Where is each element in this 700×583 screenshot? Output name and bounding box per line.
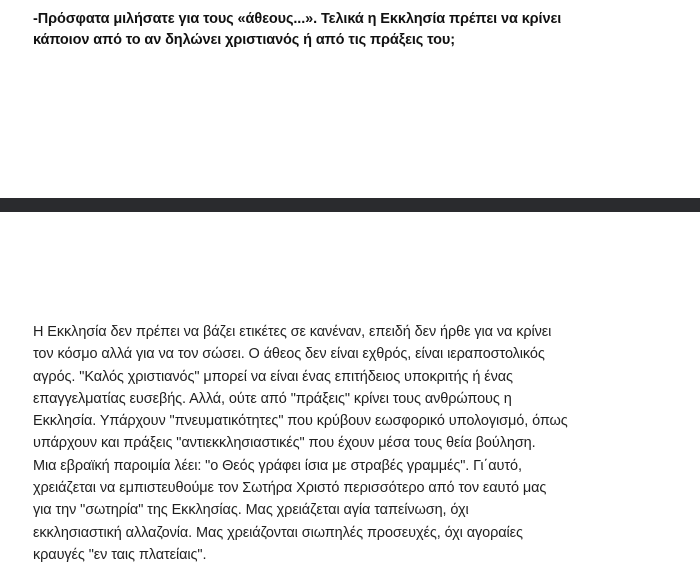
answer-line: χρειάζεται να εμπιστευθούμε τον Σωτήρα Χριστό περισσότερο από τον εαυτό μας	[33, 480, 547, 497]
answer-line: αγρός. "Καλός χριστιανός" μπορεί να είναι ένας επιτήδειος υποκριτής ή ένας	[33, 368, 513, 385]
question-line: κάποιον από το αν δηλώνει χριστιανός ή από τις πράξεις του;	[33, 32, 455, 48]
section-divider	[0, 198, 700, 212]
question-line: -Πρόσφατα μιλήσατε για τους «άθεους...». Τελικά η Εκκλησία πρέπει να κρίνει	[33, 11, 562, 27]
interview-answer	[33, 321, 683, 566]
answer-line: εκκλησιαστική αλλαζονία. Μας χρειάζονται σιωπηλές προσευχές, όχι αγοραίες	[33, 524, 523, 541]
answer-line: κραυγές "εν ταις πλατείαις".	[33, 546, 207, 563]
answer-line: υπάρχουν και πράξεις "αντιεκκλησιαστικές" που έχουν μέσα τους θεία βούληση.	[33, 435, 536, 452]
interview-question	[33, 9, 673, 51]
answer-line: για την "σωτηρία" της Εκκλησίας. Μας χρειάζεται αγία ταπείνωση, όχι	[33, 502, 469, 519]
answer-line: τον κόσμο αλλά για να τον σώσει. Ο άθεος δεν είναι εχθρός, είναι ιεραποστολικός	[33, 346, 545, 363]
answer-line: Εκκλησία. Υπάρχουν "πνευματικότητες" που κρύβουν εωσφορικό υπολογισμό, όπως	[33, 413, 568, 430]
answer-line: Η Εκκλησία δεν πρέπει να βάζει ετικέτες σε κανέναν, επειδή δεν ήρθε για να κρίνει	[33, 324, 552, 340]
answer-line: Μια εβραϊκή παροιμία λέει: "ο Θεός γράφει ίσια με στραβές γραμμές". Γι΄αυτό,	[33, 457, 522, 474]
answer-line: επαγγελματίας ευσεβής. Αλλά, ούτε από "πράξεις" κρίνει τους ανθρώπους η	[33, 390, 512, 407]
